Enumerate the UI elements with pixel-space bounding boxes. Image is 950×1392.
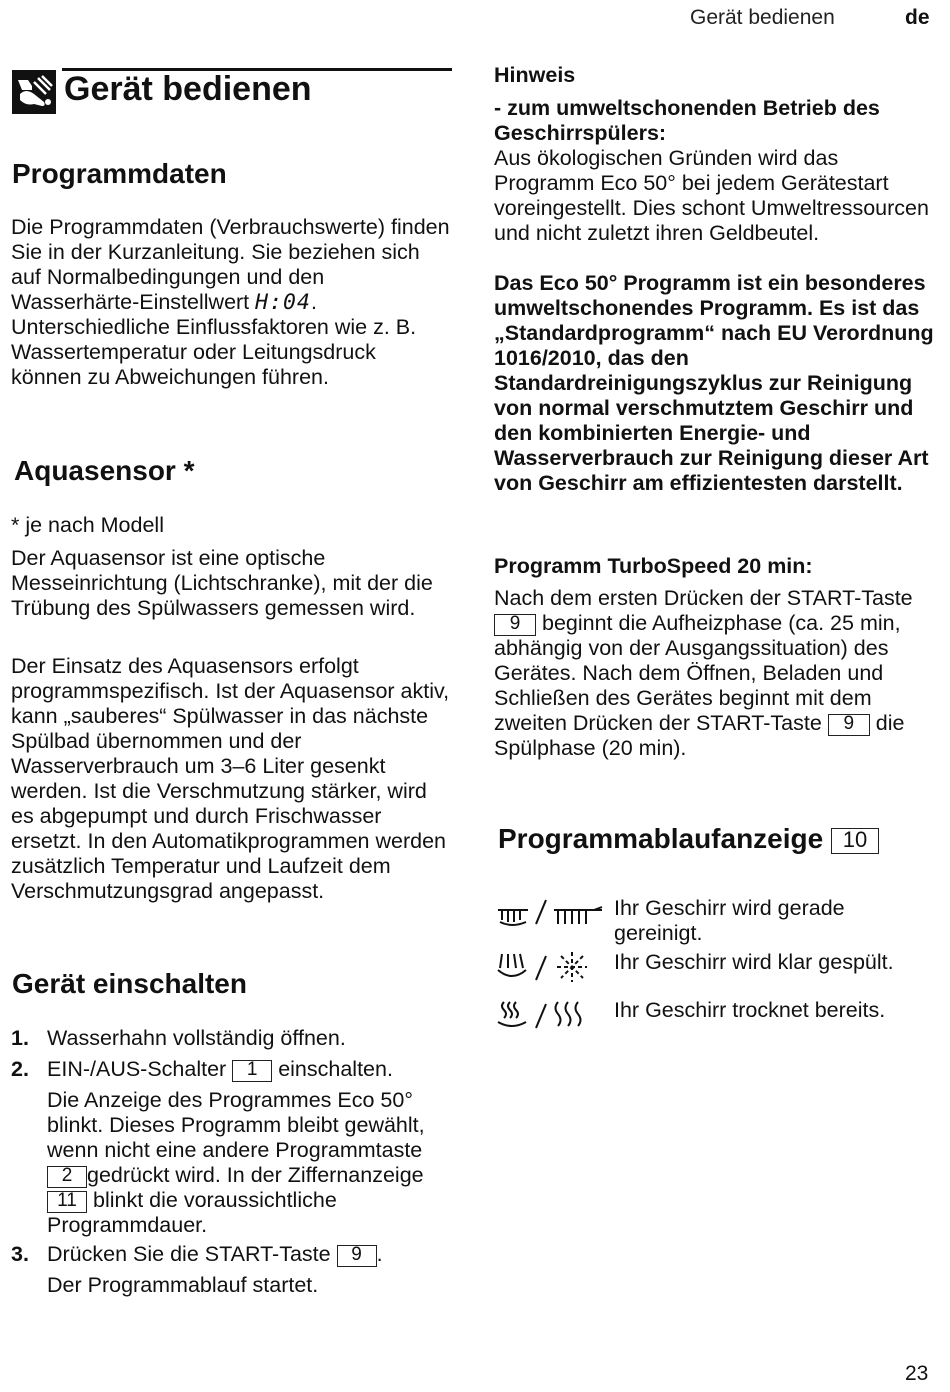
step-1-text: Wasserhahn vollständig öffnen.	[47, 1026, 346, 1050]
programmdaten-text-2: . Unterschiedliche Einflussfaktoren wie z. B. Wassertemperatur oder Leitungsdruck können zu Abweichungen führen.	[11, 290, 417, 389]
step-3-number: 3.	[11, 1242, 29, 1266]
ablauf-text-wash: Ihr Geschirr wird gerade gereinigt.	[614, 896, 845, 945]
ablauf-list	[494, 896, 944, 1032]
program-button-ref: 2	[47, 1166, 87, 1188]
ablauf-text-dry: Ihr Geschirr trocknet bereits.	[614, 998, 886, 1022]
on-off-switch-ref: 1	[232, 1060, 272, 1082]
step-3-text-c: Der Programmablauf startet.	[47, 1273, 319, 1297]
lcd-hardness-value: H:04	[255, 290, 311, 315]
step-1	[11, 1026, 457, 1051]
step-3-text-a: Drücken Sie die START-Taste	[47, 1242, 331, 1266]
turbospeed-text-a: Nach dem ersten Drücken der START-Taste	[494, 586, 913, 610]
hinweis-subtitle: - zum umweltschonenden Betrieb des Geschirrspülers:	[494, 96, 880, 145]
aquasensor-footnote: * je nach Modell	[11, 513, 164, 537]
step-3	[11, 1242, 457, 1267]
turbospeed-heading: Programm TurboSpeed 20 min:	[494, 554, 813, 578]
step-1-number: 1.	[11, 1026, 29, 1050]
einschalten-heading: Gerät einschalten	[12, 968, 247, 999]
hinweis-bold-text: Das Eco 50° Programm ist ein besonderes umweltschonendes Programm. Es ist das „Standardprogramm“ nach EU Verordnung 1016/2010, das den Standardreinigungszyklus zur Reinigung von normal verschmutztem Geschirr und den kombinierten Energie- und Wasserverbrauch zur Reinigung dieser Art von Geschirr am effizientesten darstellt.	[494, 271, 934, 495]
step-2-text-e: blinkt die voraussichtliche Programmdauer.	[47, 1188, 337, 1237]
program-progress-display-ref: 10	[831, 828, 879, 854]
aquasensor-para-2: Der Einsatz des Aquasensors erfolgt programmspezifisch. Ist der Aquasensor aktiv, kann „sauberes“ Spülwasser in das nächste Spülbad übernommen und der Wasserverbrauch um 3–6 Liter gesenkt werden. Ist die Verschmutzung stärker, wird es abgepumpt und durch Frischwasser ersetzt. In den Automatikprogrammen werden zusätzlich Temperatur und Laufzeit dem Verschmutzungsgrad angepasst.	[11, 654, 450, 903]
turbospeed-text-b: beginnt die Aufheizphase (ca. 25 min, abhängig von der Ausgangssituation) des Gerätes. Nach dem Öffnen, Beladen und Schließen des Gerätes beginnt mit dem zweiten Drücken der START-Taste	[494, 611, 901, 735]
ablauf-heading	[498, 823, 879, 855]
step-2	[11, 1057, 457, 1082]
turbospeed-text-c: die Spülphase (20 min).	[494, 711, 905, 760]
language-code: de	[905, 6, 930, 29]
programmdaten-text	[11, 215, 451, 390]
ablauf-item-dry	[494, 998, 944, 1032]
digit-display-ref: 11	[47, 1191, 87, 1213]
turbospeed-text	[494, 586, 934, 761]
running-header-title: Gerät bedienen	[690, 6, 835, 29]
step-3-text-b: .	[376, 1242, 383, 1266]
step-2-text-c: Die Anzeige des Programmes Eco 50° blinkt. Dieses Programm bleibt gewählt, wenn nicht eine andere Programmtaste	[47, 1088, 425, 1162]
hand-dishwasher-icon	[12, 70, 56, 114]
step-2-text-a: EIN-/AUS-Schalter	[47, 1057, 227, 1081]
step-3-detail	[47, 1273, 457, 1298]
ablauf-text-rinse: Ihr Geschirr wird klar gespült.	[614, 950, 894, 974]
ablauf-item-wash	[494, 896, 944, 946]
hinweis-text: Aus ökologischen Gründen wird das Programm Eco 50° bei jedem Gerätestart voreingestellt. Dies schont Umweltressourcen und nicht zuletzt ihren Geldbeutel.	[494, 146, 929, 245]
rinse-icon	[494, 950, 609, 984]
aquasensor-heading: Aquasensor *	[14, 455, 195, 486]
einschalten-steps	[11, 1026, 457, 1298]
step-2-detail	[47, 1088, 457, 1238]
start-button-ref: 9	[337, 1245, 377, 1267]
start-button-ref-2: 9	[828, 714, 870, 736]
section-title: Gerät bedienen	[64, 70, 312, 108]
step-2-number: 2.	[11, 1057, 29, 1081]
step-2-text-d: gedrückt wird. In der Ziffernanzeige	[87, 1163, 424, 1187]
dry-icon	[494, 998, 609, 1032]
aquasensor-para-1: Der Aquasensor ist eine optische Messeinrichtung (Lichtschranke), mit der die Trübung des Spülwassers gemessen wird.	[11, 546, 433, 620]
programmdaten-heading: Programmdaten	[12, 158, 227, 189]
step-2-text-b: einschalten.	[278, 1057, 393, 1081]
wash-icon	[494, 896, 609, 930]
ablauf-title: Programmablaufanzeige	[498, 823, 824, 854]
start-button-ref-1: 9	[494, 614, 536, 636]
ablauf-item-rinse	[494, 950, 944, 984]
page-number: 23	[905, 1362, 929, 1385]
programmdaten-text-1: Die Programmdaten (Verbrauchswerte) finden Sie in der Kurzanleitung. Sie beziehen sich auf Normalbedingungen und den Wasserhärte-Einstellwert	[11, 215, 450, 314]
hinweis-heading: Hinweis	[494, 63, 576, 87]
